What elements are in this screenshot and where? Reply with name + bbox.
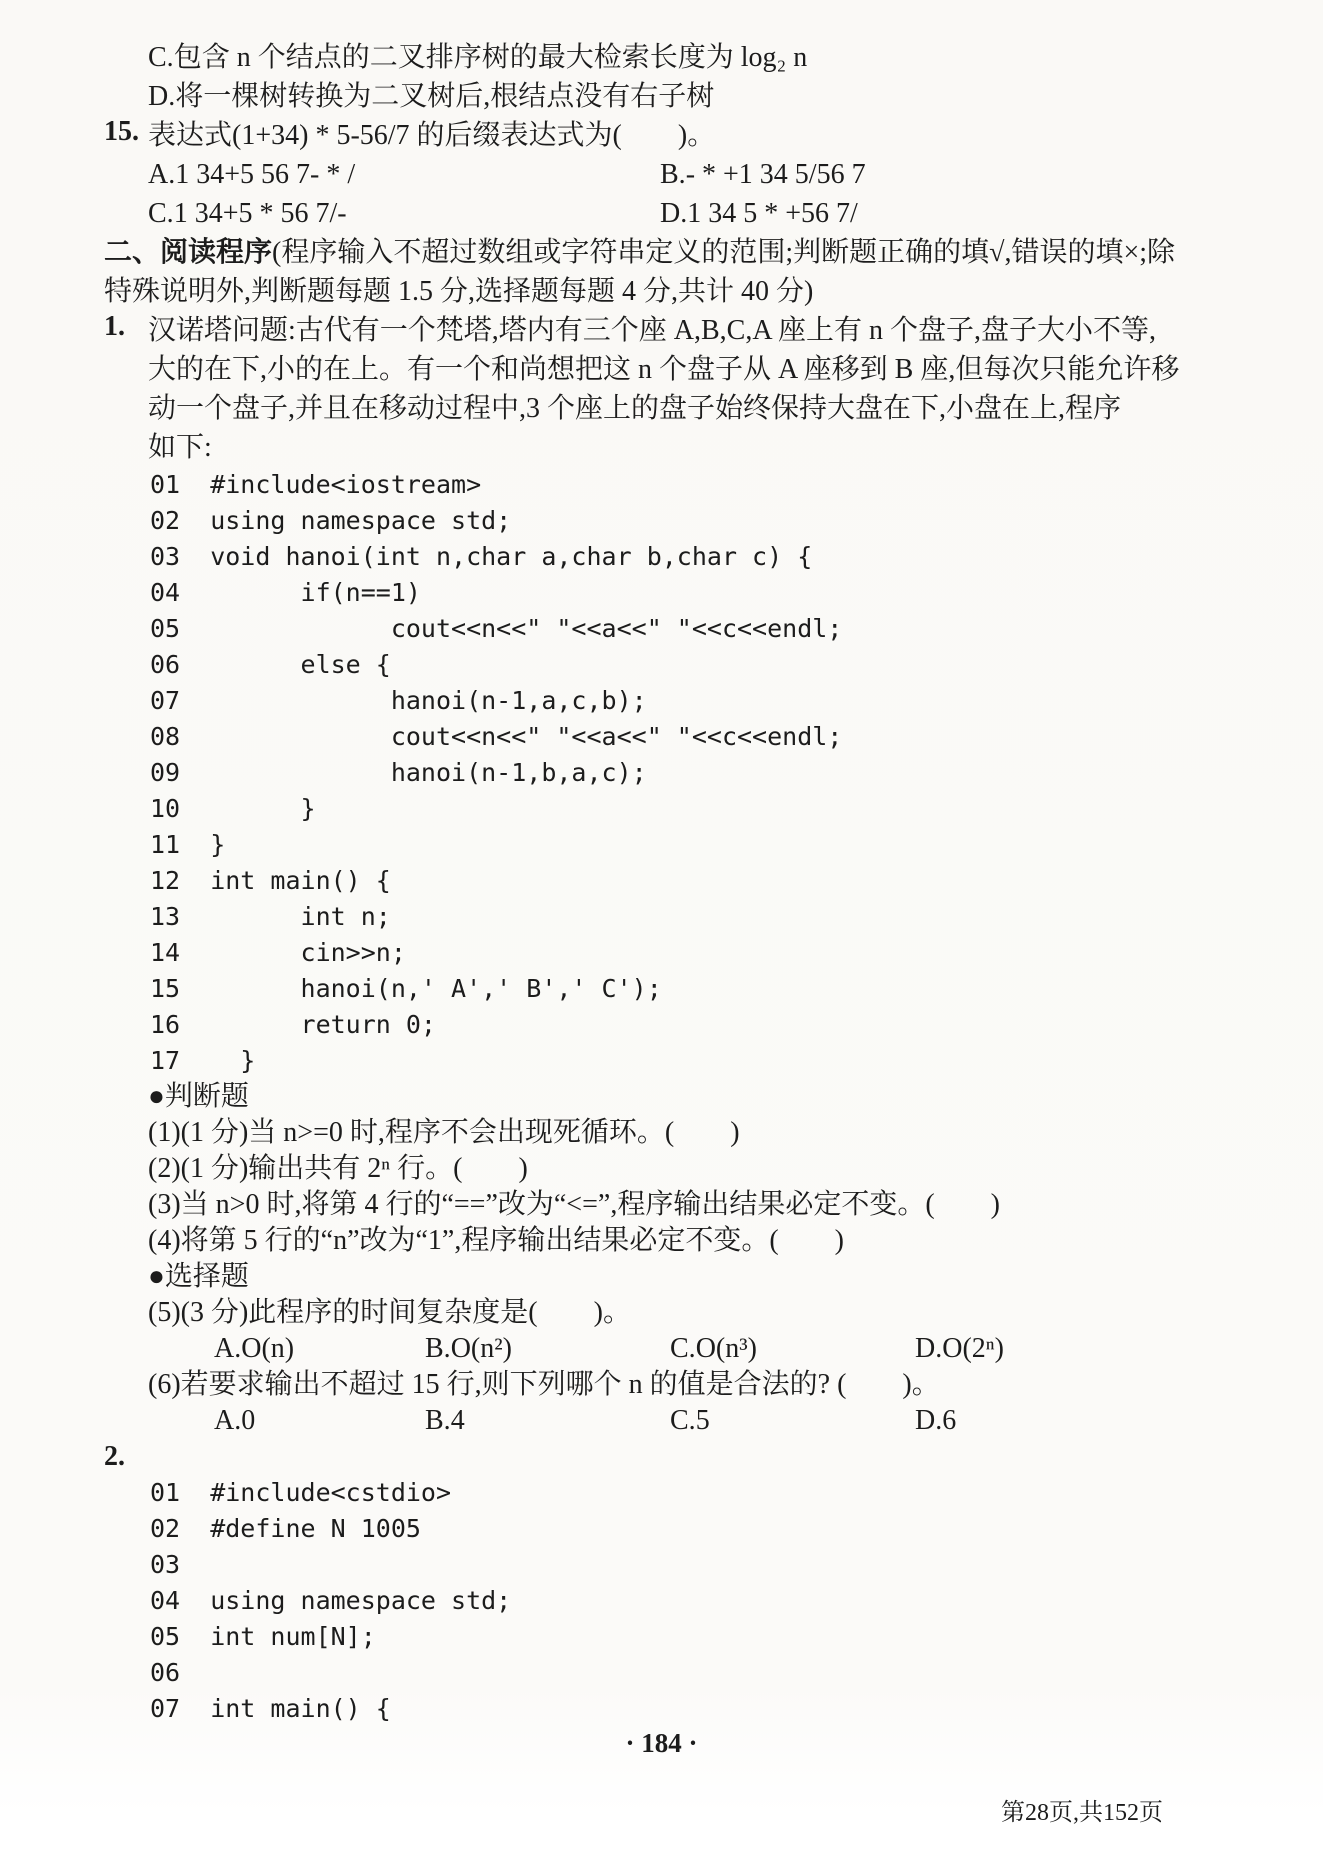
- q15-option-a: [148, 155, 355, 194]
- judge-item: (4)将第 5 行的“n”改为“1”,程序输出结果必定不变。( ): [148, 1225, 845, 1256]
- option-text: 将一棵树转换为二叉树后,根结点没有右子树: [175, 81, 715, 112]
- option-text: - * +1 34 5/56 7: [685, 159, 866, 190]
- q15-options-row-2: [148, 194, 1263, 233]
- option-text: O(n): [241, 1333, 295, 1364]
- option-label: C.: [148, 42, 174, 73]
- option-text: 1 34+5 56 7- * /: [175, 159, 356, 190]
- code-line: 07 int main() {: [150, 1694, 391, 1723]
- code-line: 01 #include<iostream>: [150, 470, 482, 499]
- code-line: 06 else {: [150, 650, 391, 679]
- q6-option-c: [670, 1403, 710, 1439]
- judge-item: (1)(1 分)当 n>=0 时,程序不会出现死循环。( ): [148, 1117, 740, 1148]
- q14-options: [104, 38, 1263, 116]
- q15-options-row-1: [148, 155, 1263, 194]
- code-line: 05 int num[N];: [150, 1622, 376, 1651]
- option-text: O(2ⁿ): [942, 1333, 1004, 1364]
- code-line: 11 }: [150, 830, 226, 859]
- q5-option-b: [425, 1331, 512, 1367]
- q5-stem: (5)(3 分)此程序的时间复杂度是( )。: [148, 1297, 631, 1328]
- q6-option-d: [915, 1403, 956, 1439]
- pagination-label: 第28页,共152页: [1001, 1800, 1163, 1826]
- q15-option-d: [660, 194, 858, 233]
- option-label: D.: [915, 1333, 943, 1364]
- judge-item: (3)当 n>0 时,将第 4 行的“==”改为“<=”,程序输出结果必定不变。( ): [148, 1189, 1000, 1220]
- question-15-number: 15.: [104, 116, 139, 147]
- code-line: 15 hanoi(n,' A',' B',' C');: [150, 974, 662, 1003]
- code-line: 05 cout<<n<<" "<<a<<" "<<c<<endl;: [150, 614, 843, 643]
- question-1: [104, 311, 1263, 467]
- q6-option-a: [214, 1403, 255, 1439]
- question-2-code: [104, 1475, 1263, 1727]
- question-1-code: [104, 467, 1263, 1079]
- judge-header: ●判断题: [148, 1081, 249, 1112]
- option-label: B.: [660, 159, 686, 190]
- section-heading-line-1: [104, 233, 1263, 272]
- q6-option-b: [425, 1403, 465, 1439]
- choice-header: ●选择题: [148, 1261, 249, 1292]
- q6-options-row: [104, 1403, 1263, 1439]
- option-text: 5: [695, 1405, 710, 1436]
- question-15: [104, 116, 1263, 233]
- option-label: B.: [425, 1405, 451, 1436]
- q5-option-d: [915, 1331, 1004, 1367]
- code-line: 10 }: [150, 794, 316, 823]
- option-text: 1 34+5 * 56 7/-: [173, 198, 347, 229]
- code-line: 01 #include<cstdio>: [150, 1478, 452, 1507]
- q5-option-c: [670, 1331, 757, 1367]
- question-1-intro-line: 动一个盘子,并且在移动过程中,3 个座上的盘子始终保持大盘在下,小盘在上,程序: [148, 393, 1122, 424]
- code-line: 04 if(n==1): [150, 578, 421, 607]
- q14-option-d: [148, 77, 1263, 116]
- section-heading-title: 二、阅读程序: [104, 237, 273, 268]
- code-line: 06: [150, 1658, 181, 1687]
- option-label: A.: [214, 1333, 242, 1364]
- code-line: 16 return 0;: [150, 1010, 436, 1039]
- option-text: 0: [241, 1405, 256, 1436]
- judge-items: [148, 1115, 1263, 1259]
- question-1-intro-line: 如下:: [148, 432, 212, 463]
- option-label: D.: [915, 1405, 943, 1436]
- q6-block: [104, 1367, 1263, 1403]
- code-line: 02 #define N 1005: [150, 1514, 421, 1543]
- code-line: 14 cin>>n;: [150, 938, 406, 967]
- code-line: 12 int main() {: [150, 866, 391, 895]
- option-label: C.: [670, 1405, 696, 1436]
- option-label: C.: [148, 198, 174, 229]
- option-text: 1 34 5 * +56 7/: [687, 198, 858, 229]
- question-1-intro-line: 汉诺塔问题:古代有一个梵塔,塔内有三个座 A,B,C,A 座上有 n 个盘子,盘子大小不等,: [148, 315, 1157, 346]
- option-label: C.: [670, 1333, 696, 1364]
- section-heading-rest: (程序输入不超过数组或字符串定义的范围;判断题正确的填√,错误的填×;除: [272, 237, 1176, 268]
- question-1-judge: [104, 1079, 1263, 1331]
- judge-item: (2)(1 分)输出共有 2ⁿ 行。( ): [148, 1153, 528, 1184]
- page-number: · 184 ·: [625, 1728, 698, 1758]
- option-label: A.: [148, 159, 176, 190]
- option-text: O(n³): [695, 1333, 757, 1364]
- q15-option-b: [660, 155, 866, 194]
- option-label: A.: [214, 1405, 242, 1436]
- code-line: 08 cout<<n<<" "<<a<<" "<<c<<endl;: [150, 722, 843, 751]
- code-line: 13 int n;: [150, 902, 391, 931]
- q6-stem: (6)若要求输出不超过 15 行,则下列哪个 n 的值是合法的? ( )。: [148, 1369, 940, 1400]
- question-1-intro-line: 大的在下,小的在上。有一个和尚想把这 n 个盘子从 A 座移到 B 座,但每次只能允许移: [148, 354, 1180, 385]
- code-line: 03: [150, 1550, 181, 1579]
- q14-option-c: [148, 38, 1263, 77]
- q15-option-c: [148, 194, 347, 233]
- code-line: 02 using namespace std;: [150, 506, 512, 535]
- code-line: 03 void hanoi(int n,char a,char b,char c) {: [150, 542, 813, 571]
- question-15-stem: 表达式(1+34) * 5-56/7 的后缀表达式为( )。: [148, 120, 716, 151]
- option-text: O(n²): [450, 1333, 512, 1364]
- section-heading-line-2: 特殊说明外,判断题每题 1.5 分,选择题每题 4 分,共计 40 分): [104, 276, 814, 307]
- option-text: 包含 n 个结点的二叉排序树的最大检索长度为 log₂ n: [173, 42, 808, 73]
- code-line: 07 hanoi(n-1,a,c,b);: [150, 686, 647, 715]
- code-line: 17 }: [150, 1046, 256, 1075]
- code-line: 04 using namespace std;: [150, 1586, 512, 1615]
- question-2-number-line: [104, 1439, 1263, 1475]
- code-line: 09 hanoi(n-1,b,a,c);: [150, 758, 647, 787]
- option-text: 4: [450, 1405, 465, 1436]
- option-label: D.: [148, 81, 176, 112]
- question-1-number: 1.: [104, 311, 125, 342]
- option-text: 6: [942, 1405, 957, 1436]
- q5-option-a: [214, 1331, 294, 1367]
- section-2-heading: [104, 233, 1263, 311]
- option-label: D.: [660, 198, 688, 229]
- question-2-number: 2.: [104, 1441, 125, 1472]
- q5-options-row: [104, 1331, 1263, 1367]
- option-label: B.: [425, 1333, 451, 1364]
- question-1-intro: [148, 311, 1263, 467]
